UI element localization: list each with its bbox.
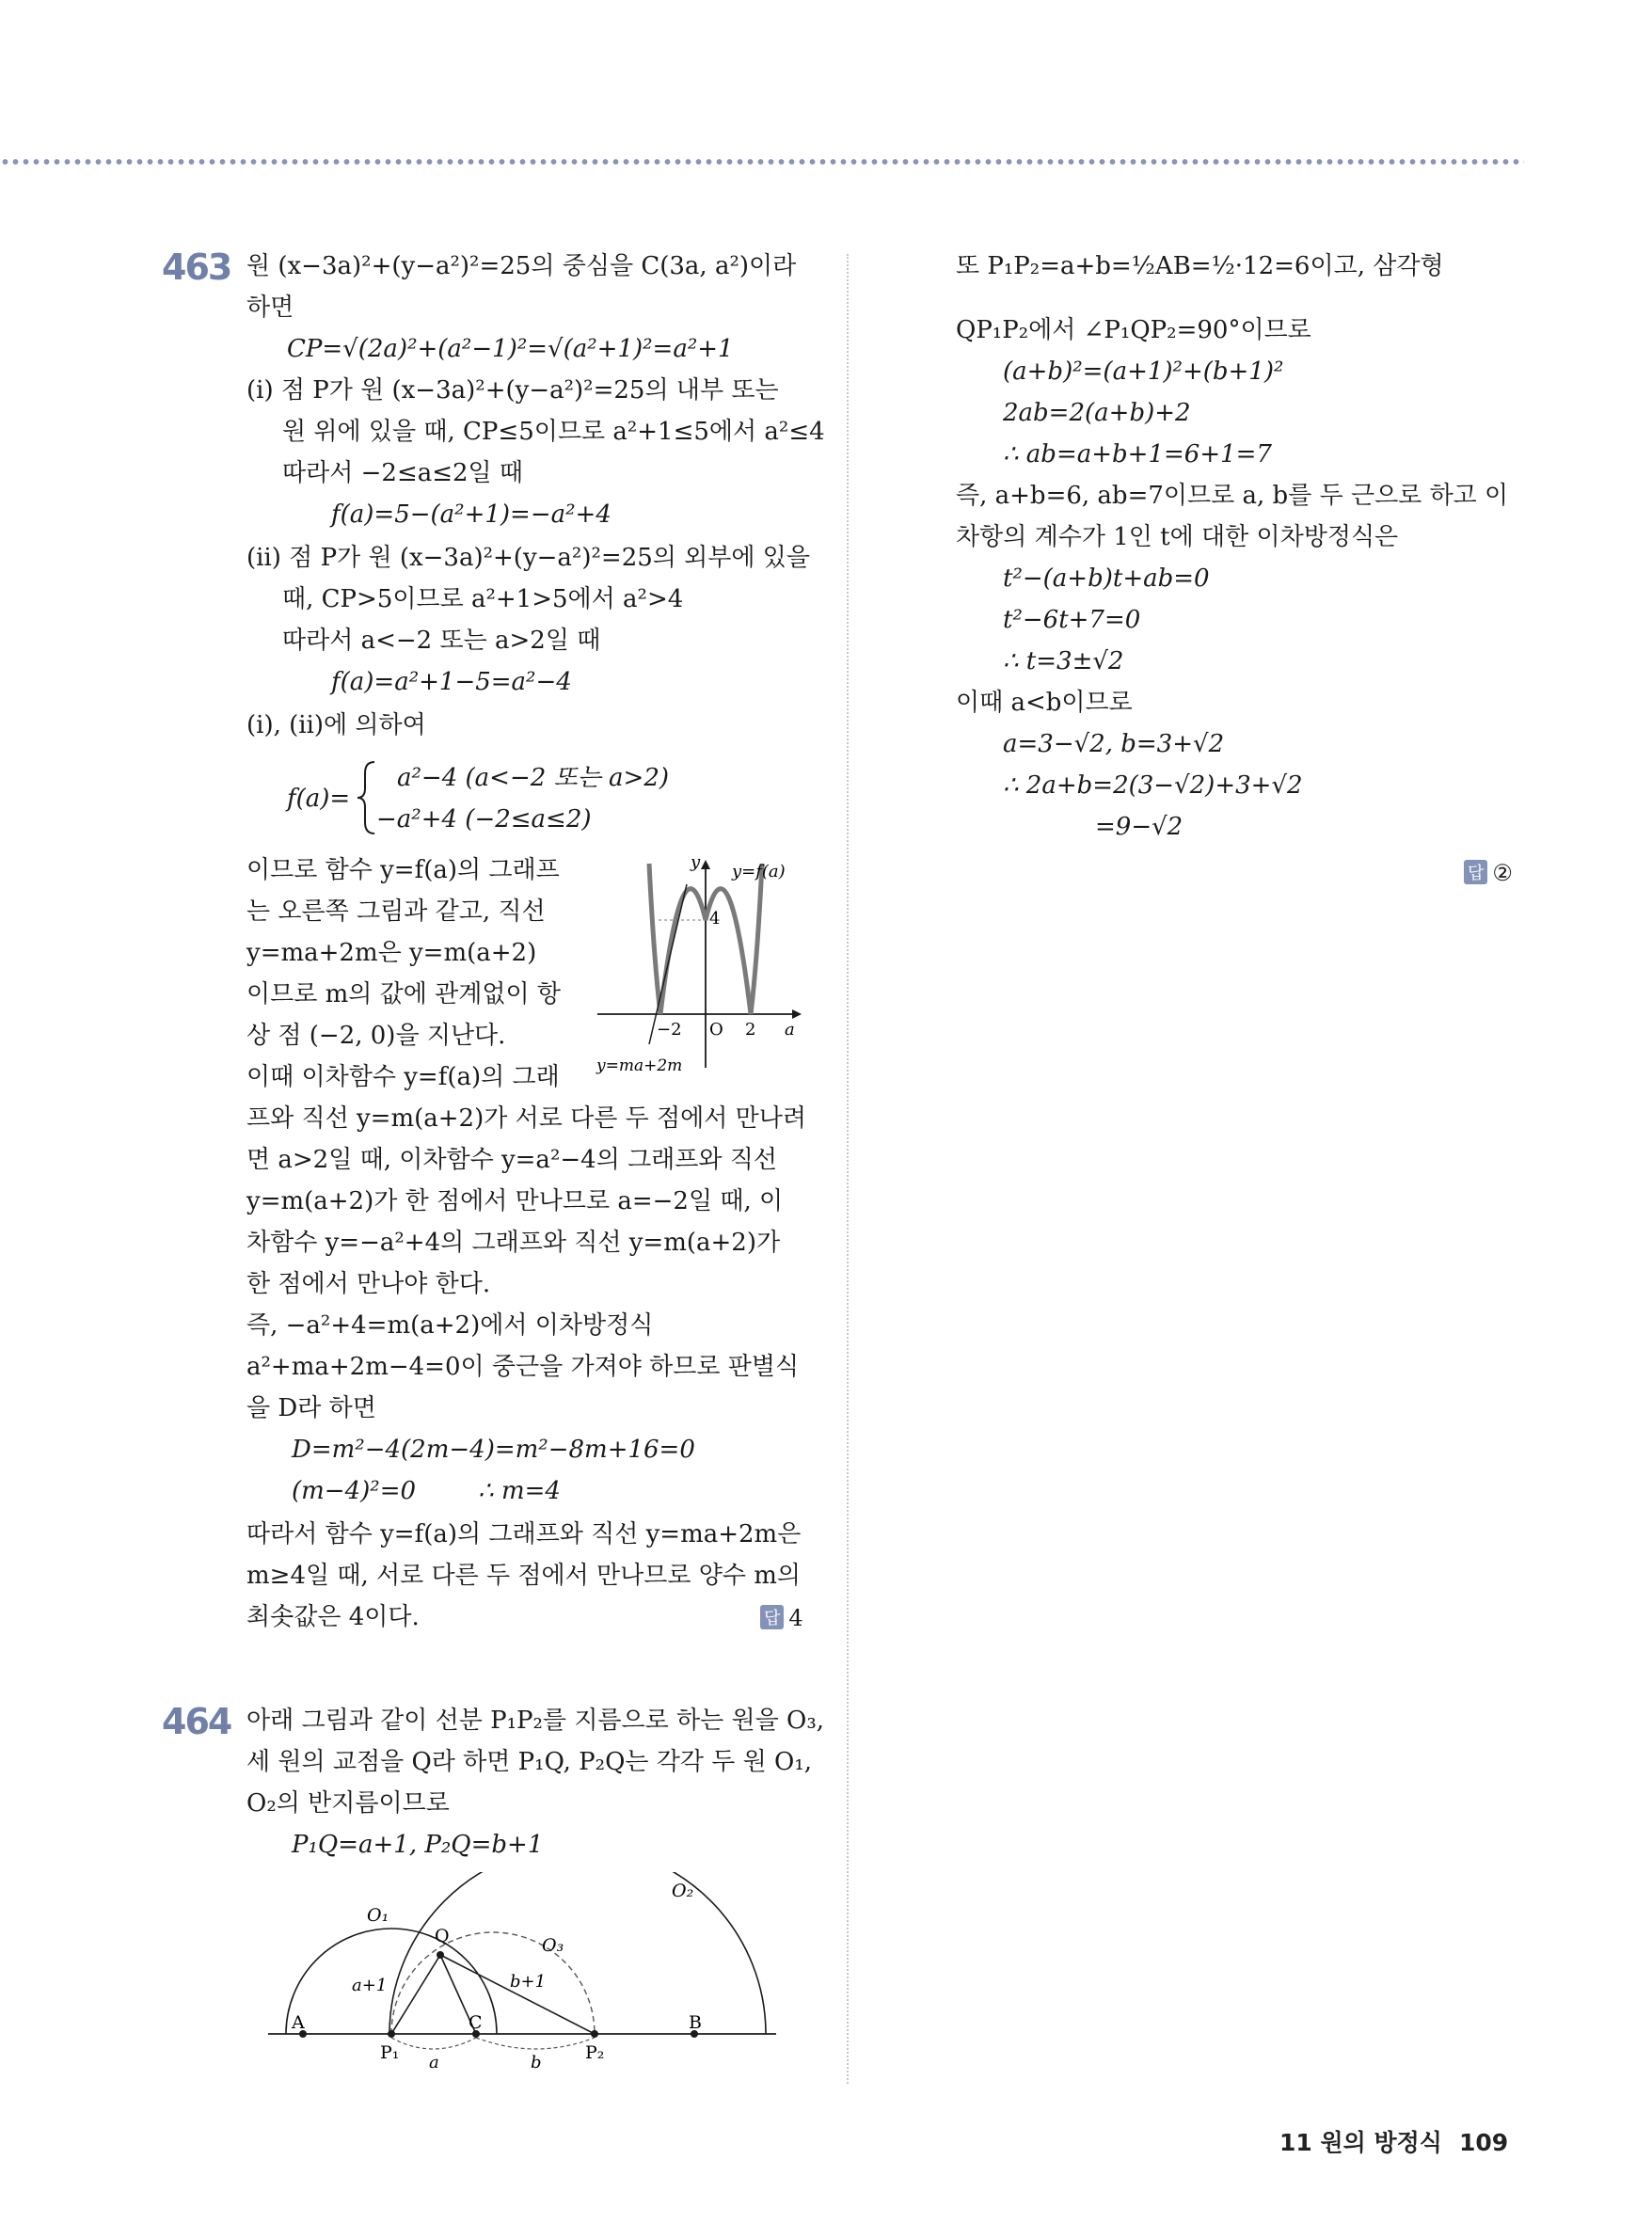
graph-line-label: y=ma+2m xyxy=(596,1056,683,1075)
p463-line-5: 원 위에 있을 때, CP≤5이므로 a²+1≤5에서 a²≤4 xyxy=(282,418,825,446)
p463-line-8: (ⅱ) 점 P가 원 (x−3a)²+(y−a²)²=25의 외부에 있을 xyxy=(246,544,811,572)
label-C: C xyxy=(469,2012,483,2033)
label-O2: O₂ xyxy=(672,1881,694,1901)
p463-after-2: 면 a>2일 때, 이차함수 y=a²−4의 그래프와 직선 xyxy=(246,1146,778,1174)
label-O3: O₃ xyxy=(542,1935,564,1956)
p463-after-7: a²+ma+2m−4=0이 중근을 가져야 하므로 판별식 xyxy=(246,1353,800,1381)
p463-wrap-5: 상 점 (−2, 0)을 지난다. xyxy=(246,1022,506,1050)
p463-line-4: (ⅰ) 점 P가 원 (x−3a)²+(y−a²)²=25의 내부 또는 xyxy=(246,376,779,405)
p463-after-1: 프와 직선 y=m(a+2)가 서로 다른 두 점에서 만나려 xyxy=(246,1104,806,1133)
p464-right-7: 차항의 계수가 1인 t에 대한 이차방정식은 xyxy=(956,523,1399,551)
circle-O2 xyxy=(389,1872,766,2034)
p464-right-4: 2ab=2(a+b)+2 xyxy=(1003,399,1191,427)
answer-value-463: 4 xyxy=(788,1605,803,1631)
answer-value-464: ② xyxy=(1492,860,1513,886)
point-P2 xyxy=(591,2030,598,2038)
page-number: 109 xyxy=(1458,2129,1509,2156)
piecewise-case-1: a²−4 (a<−2 또는 a>2) xyxy=(397,764,670,792)
page-footer xyxy=(1279,2124,1508,2158)
p464-right-2: QP₁P₂에서 ∠P₁QP₂=90°이므로 xyxy=(956,316,1311,344)
p464-right-14: =9−√2 xyxy=(1095,813,1183,841)
label-b-plus-1: b+1 xyxy=(510,1972,547,1992)
circle-O1 xyxy=(286,1929,497,2034)
column-divider xyxy=(847,254,849,2084)
p463-after-4: 차함수 y=−a²+4의 그래프와 직선 y=m(a+2)가 xyxy=(246,1229,781,1257)
p463-wrap-6: 이때 이차함수 y=f(a)의 그래 xyxy=(246,1063,560,1091)
p463-line-7: f(a)=5−(a²+1)=−a²+4 xyxy=(331,500,612,529)
p463-after-6: 즉, −a²+4=m(a+2)에서 이차방정식 xyxy=(246,1311,654,1340)
p464-right-5: ∴ ab=a+b+1=6+1=7 xyxy=(1003,440,1272,468)
p463-line-11: f(a)=a²+1−5=a²−4 xyxy=(331,668,572,696)
p464-right-6: 즉, a+b=6, ab=7이므로 a, b를 두 근으로 하고 이 xyxy=(956,482,1509,510)
graph-y-arrow xyxy=(701,860,710,869)
p463-line-3: CP=√(2a)²+(a²−1)²=√(a²+1)²=a²+1 xyxy=(287,335,734,363)
label-A: A xyxy=(292,2012,305,2033)
label-Q: Q xyxy=(435,1926,450,1946)
p463-after-13: 최솟값은 4이다. xyxy=(246,1603,420,1631)
p464-right-10: ∴ t=3±√2 xyxy=(1003,647,1124,675)
p463-after-12: m≥4일 때, 서로 다른 두 점에서 만나므로 양수 m의 xyxy=(246,1562,801,1590)
piecewise-brace xyxy=(356,760,378,835)
p464-line-1: 아래 그림과 같이 선분 P₁P₂를 지름으로 하는 원을 O₃, xyxy=(246,1707,825,1735)
problem-number-463: 463 xyxy=(162,246,231,288)
piecewise-lhs: f(a)= xyxy=(287,785,351,813)
p463-after-9: D=m²−4(2m−4)=m²−8m+16=0 xyxy=(292,1436,695,1464)
segment-P2Q xyxy=(440,1955,595,2034)
point-P1 xyxy=(388,2030,395,2038)
p464-right-9: t²−6t+7=0 xyxy=(1003,606,1141,634)
graph-tick-2: 2 xyxy=(745,1020,756,1040)
p464-line-4: P₁Q=a+1, P₂Q=b+1 xyxy=(292,1831,544,1859)
piecewise-case-2: −a²+4 (−2≤a≤2) xyxy=(376,805,592,834)
graph-curve-label: y=f(a) xyxy=(732,862,786,881)
graph-fa xyxy=(593,847,809,1082)
answer-464 xyxy=(1464,860,1513,886)
p463-wrap-4: 이므로 m의 값에 관계없이 항 xyxy=(246,980,561,1008)
graph-x-arrow xyxy=(792,1009,802,1019)
circles-figure xyxy=(254,1872,790,2079)
answer-463 xyxy=(760,1605,803,1631)
p464-right-3: (a+b)²=(a+1)²+(b+1)² xyxy=(1003,357,1284,386)
label-P1: P₁ xyxy=(380,2042,400,2063)
label-O1: O₁ xyxy=(367,1905,389,1926)
p463-wrap-3: y=ma+2m은 y=m(a+2) xyxy=(246,939,537,967)
p464-right-11: 이때 a<b이므로 xyxy=(956,689,1133,717)
p463-after-10: (m−4)²=0 ∴ m=4 xyxy=(292,1477,561,1505)
label-b: b xyxy=(531,2053,542,2072)
p463-after-8: 을 D라 하면 xyxy=(246,1394,376,1422)
p464-line-3: O₂의 반지름이므로 xyxy=(246,1789,450,1818)
p463-line-1: 원 (x−3a)²+(y−a²)²=25의 중심을 C(3a, a²)이라 xyxy=(246,252,797,280)
p464-right-12: a=3−√2, b=3+√2 xyxy=(1003,730,1225,758)
p463-wrap-1: 이므로 함수 y=f(a)의 그래프 xyxy=(246,856,560,884)
p463-after-3: y=m(a+2)가 한 점에서 만나므로 a=−2일 때, 이 xyxy=(246,1187,784,1215)
label-a: a xyxy=(429,2053,439,2072)
label-P2: P₂ xyxy=(585,2042,605,2063)
p463-line-2: 하면 xyxy=(246,294,294,322)
p463-line-12: (ⅰ), (ⅱ)에 의하여 xyxy=(246,711,426,739)
label-a-plus-1: a+1 xyxy=(352,1976,388,1995)
p463-after-11: 따라서 함수 y=f(a)의 그래프와 직선 y=ma+2m은 xyxy=(246,1520,802,1548)
chapter-title: 11 원의 방정식 xyxy=(1279,2129,1442,2156)
label-B: B xyxy=(689,2012,702,2033)
p463-after-5: 한 점에서 만나야 한다. xyxy=(246,1270,491,1298)
p464-line-2: 세 원의 교점을 Q라 하면 P₁Q, P₂Q는 각각 두 원 O₁, xyxy=(246,1748,813,1776)
p463-line-10: 따라서 a<−2 또는 a>2일 때 xyxy=(282,627,601,655)
curve-right-branch xyxy=(751,864,762,1014)
problem-number-464: 464 xyxy=(162,1701,231,1742)
p464-right-1: 또 P₁P₂=a+b=½AB=½·12=6이고, 삼각형 xyxy=(956,252,1444,280)
curve-left-branch xyxy=(649,864,660,1014)
p464-right-8: t²−(a+b)t+ab=0 xyxy=(1003,564,1210,593)
top-dotted-rule xyxy=(0,156,1524,167)
p463-line-9: 때, CP>5이므로 a²+1>5에서 a²>4 xyxy=(282,585,684,613)
p464-right-13: ∴ 2a+b=2(3−√2)+3+√2 xyxy=(1003,771,1303,800)
graph-origin: O xyxy=(709,1020,723,1040)
p463-wrap-2: 는 오른쪽 그림과 같고, 직선 xyxy=(246,897,546,926)
point-Q xyxy=(437,1951,444,1959)
p463-line-6: 따라서 −2≤a≤2일 때 xyxy=(282,459,524,487)
graph-tick-4: 4 xyxy=(709,909,721,929)
graph-x-label: a xyxy=(785,1020,795,1040)
graph-y-label: y xyxy=(691,852,701,872)
graph-tick-neg2: −2 xyxy=(657,1020,682,1040)
answer-badge-463: 답 xyxy=(760,1605,784,1629)
answer-badge-464: 답 xyxy=(1464,860,1487,884)
